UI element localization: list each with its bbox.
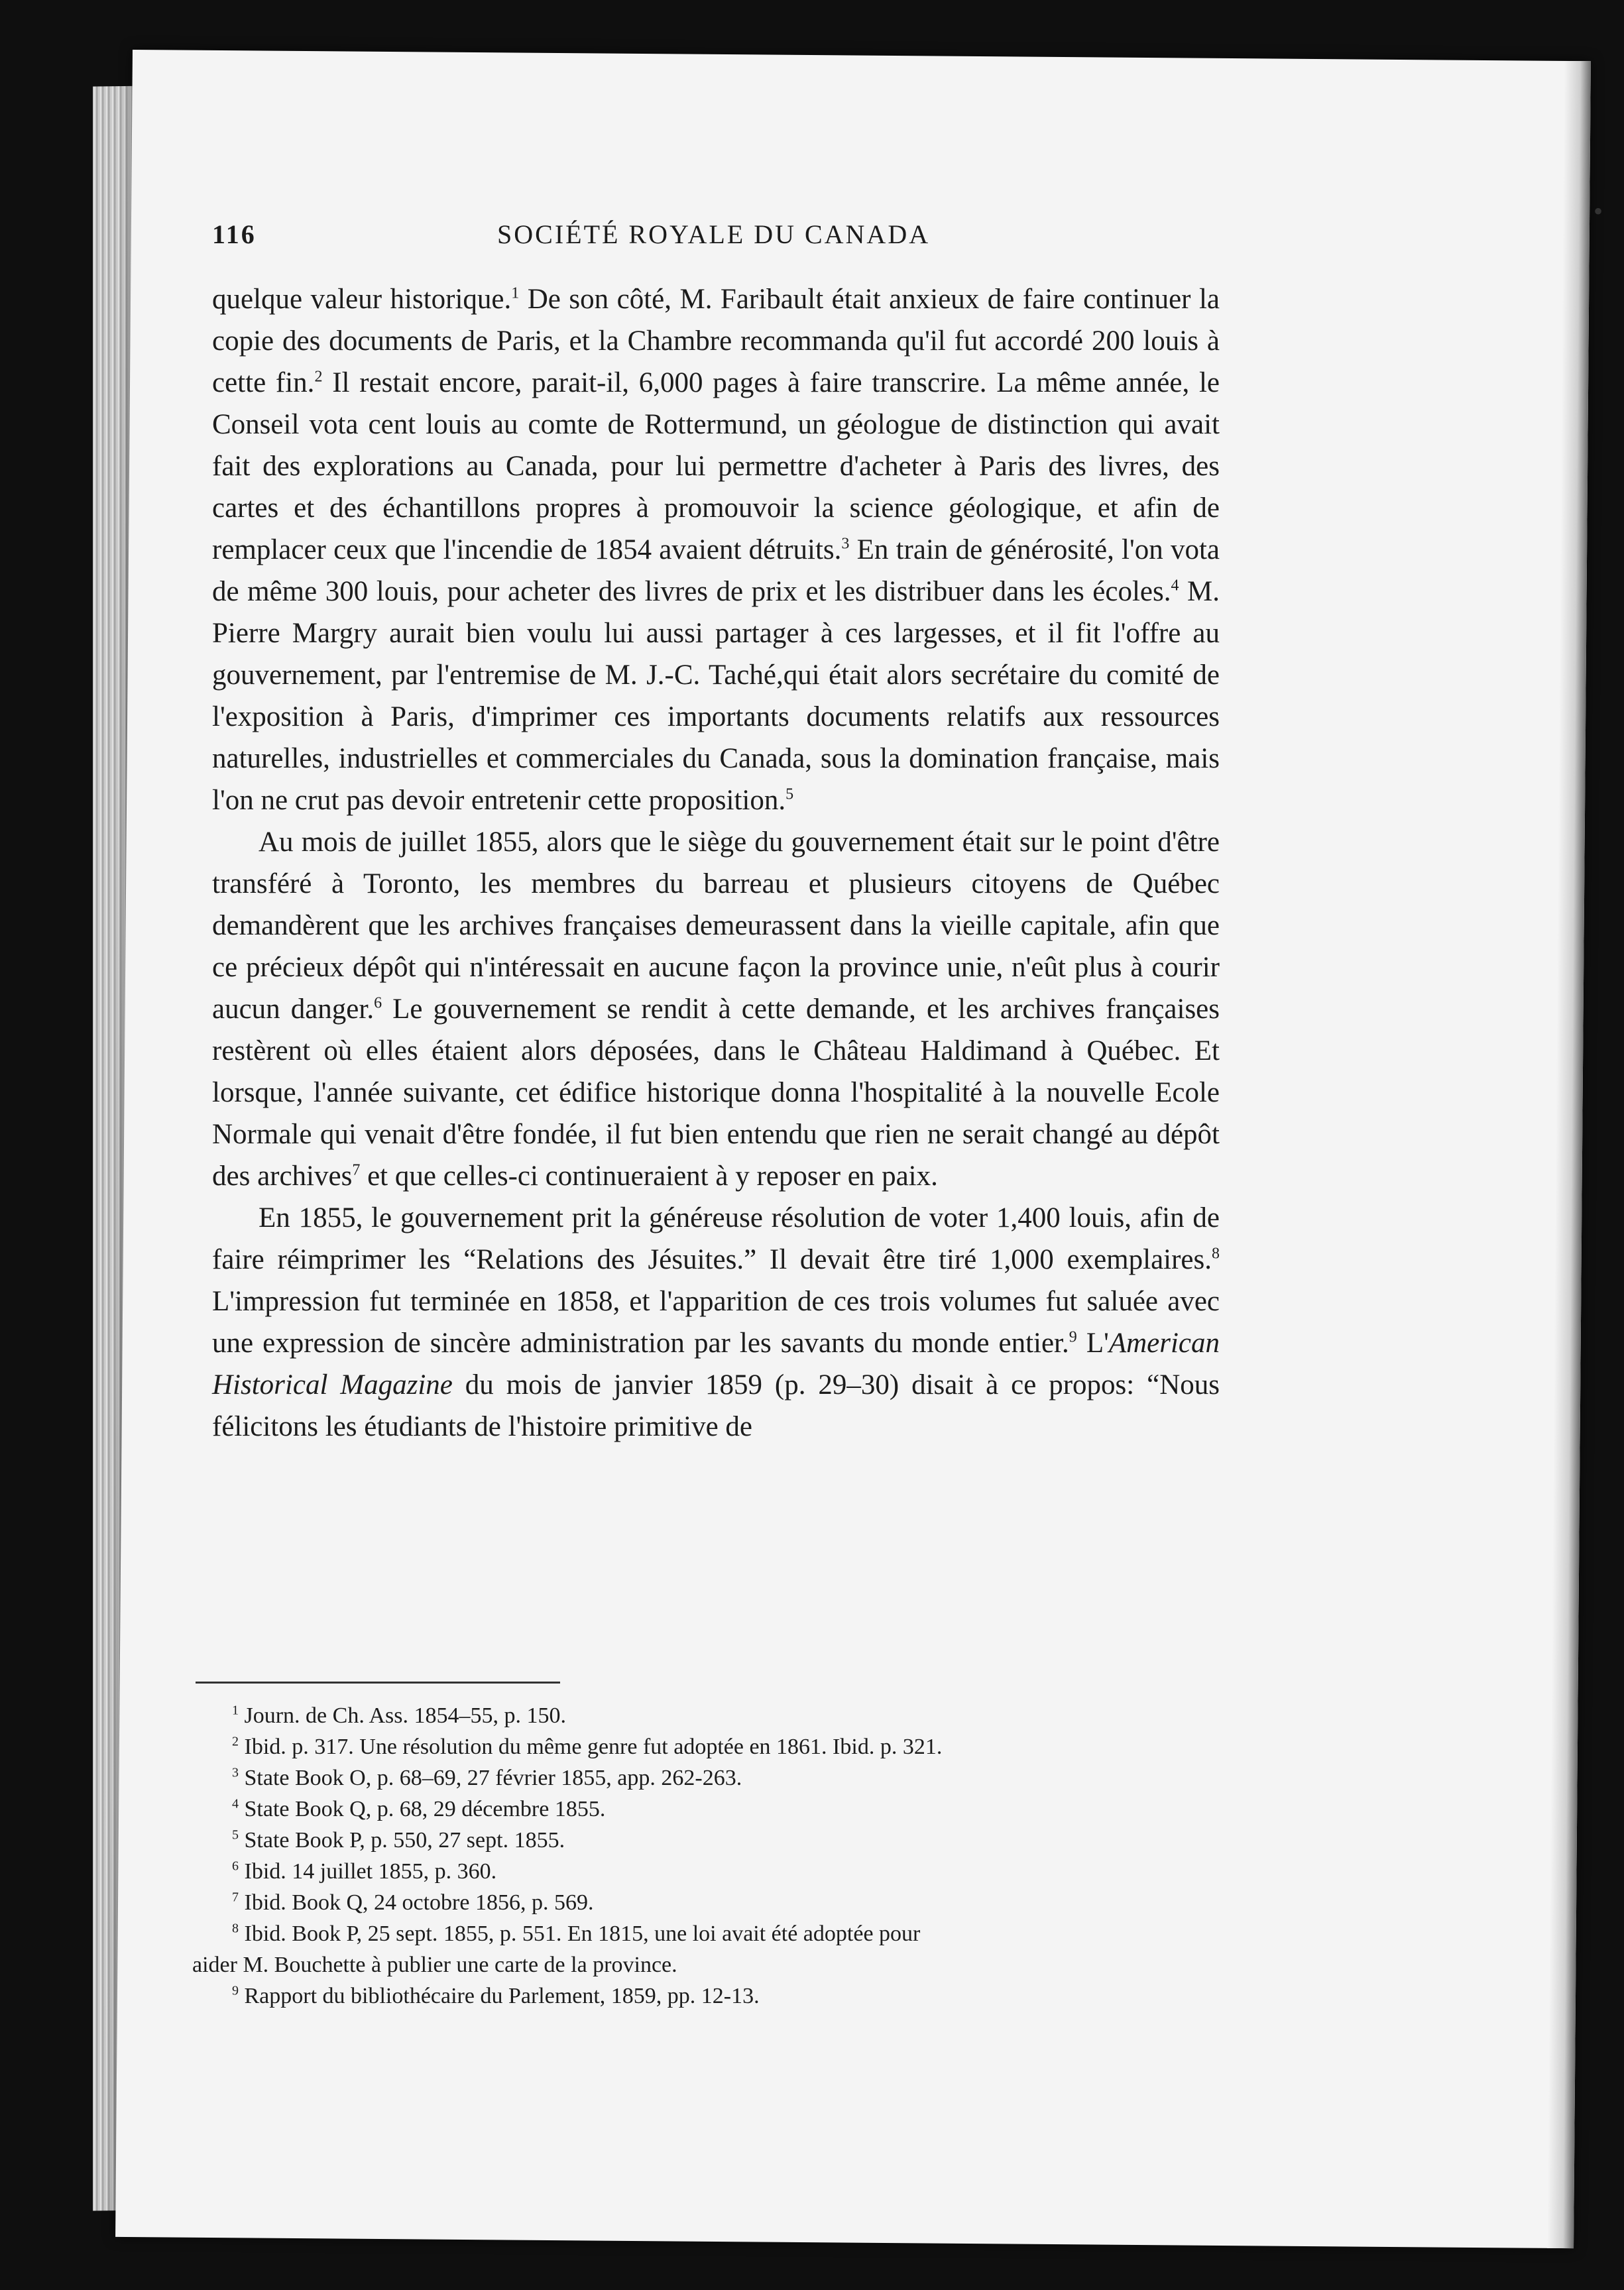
- running-title: SOCIÉTÉ ROYALE DU CANADA: [497, 219, 931, 249]
- text-run: L': [1076, 1328, 1109, 1359]
- text-run: En train de générosité, l'on vota de même 300 louis, pour acheter des livres de prix et les distribuer dans les écoles.: [212, 534, 1220, 607]
- footnotes: [192, 1700, 1226, 2012]
- footnote: [192, 1700, 1226, 1731]
- footnote-text: State Book O, p. 68–69, 27 février 1855, app. 262-263.: [244, 1766, 742, 1790]
- footnote-text: State Book Q, p. 68, 29 décembre 1855.: [244, 1797, 606, 1821]
- footnote: [192, 1856, 1226, 1887]
- footnote: [192, 1731, 1226, 1762]
- footnote-ref: 6: [374, 994, 382, 1012]
- paragraph: [212, 278, 1220, 821]
- footnote-text: Ibid. Book P, 25 sept. 1855, p. 551. En 1815, une loi avait été adoptée pour: [244, 1921, 921, 1946]
- footnote: [192, 1762, 1226, 1794]
- footnote: [192, 1887, 1226, 1918]
- body-text: [212, 278, 1220, 1448]
- footnote-number: 9: [232, 1983, 239, 1998]
- text-run: Le gouvernement se rendit à cette demande, et les archives françaises restèrent où elles étaient alors déposées, dans le Château Haldimand à Québec. Et lorsque, l'année suivante, cet édifice historique donna l'hospitalité à la nouvelle Ecole Normale qui venait d'être fondée, il fut bien entendu que rien ne serait changé au dépôt des archives: [212, 994, 1220, 1192]
- footnote-number: 6: [232, 1859, 239, 1874]
- footnote-rule: [196, 1682, 560, 1684]
- footnote-number: 4: [232, 1796, 239, 1811]
- text-run: M. Pierre Margry aurait bien voulu lui aussi partager à ces largesses, et il fit l'offre au gouvernement, par l'entremise de M. J.-C. Taché,qui était alors secrétaire du comité de l'exposition à Paris, d'imprimer ces importants documents relatifs aux ressources naturelles, industrielles et commerciales du Canada, sous la domination française, mais l'on ne crut pas devoir entretenir cette proposition.: [212, 576, 1220, 816]
- text-run: En 1855, le gouvernement prit la généreuse résolution de voter 1,400 louis, afin de faire réimprimer les “Relations des Jésuites.” Il devait être tiré 1,000 exemplaires.: [212, 1202, 1220, 1275]
- footnote-ref: 7: [352, 1161, 361, 1179]
- footnote-ref: 4: [1171, 577, 1179, 595]
- footnote-number: 8: [232, 1921, 239, 1936]
- footnote: [192, 1980, 1226, 2012]
- running-head: [212, 219, 1160, 265]
- text-run: quelque valeur historique.: [212, 284, 512, 315]
- page-number: 116: [212, 219, 257, 249]
- footnote-ref: 1: [511, 284, 520, 302]
- footnote-ref: 9: [1069, 1328, 1077, 1346]
- text-run: Il restait encore, parait-il, 6,000 pages à faire transcrire. La même année, le Conseil vota cent louis au comte de Rottermund, un géologue de distinction qui avait fait des explorations au Canada, pour lui permettre d'acheter à Paris des livres, des cartes et des échantillons propres à promouvoir la science géologique, et afin de remplacer ceux que l'incendie de 1854 avaient détruits.: [212, 367, 1220, 565]
- footnote-number: 1: [232, 1703, 239, 1718]
- paragraph: [212, 821, 1220, 1197]
- page-right-edge: [1547, 61, 1591, 2248]
- text-run: et que celles-ci continueraient à y reposer en paix.: [360, 1161, 938, 1192]
- footnote-number: 7: [232, 1890, 239, 1905]
- footnote-text: aider M. Bouchette à publier une carte de la province.: [192, 1953, 677, 1977]
- footnote-text: State Book P, p. 550, 27 sept. 1855.: [244, 1828, 565, 1853]
- footnote-ref: 5: [785, 785, 794, 803]
- footnote-text: Ibid. Book Q, 24 octobre 1856, p. 569.: [244, 1890, 594, 1915]
- footnote-ref: 3: [841, 535, 850, 553]
- footnote-text: Journ. de Ch. Ass. 1854–55, p. 150.: [244, 1703, 566, 1728]
- footnote: [192, 1918, 1226, 1949]
- footnote-ref: 8: [1212, 1245, 1220, 1263]
- text-run: du mois de janvier 1859 (p. 29–30) disait à ce propos: “Nous félicitons les étudiants de l'histoire primitive de: [212, 1369, 1220, 1442]
- footnote-number: 2: [232, 1734, 239, 1749]
- footnote: [192, 1825, 1226, 1856]
- footnote-text: Ibid. p. 317. Une résolution du même genre fut adoptée en 1861. Ibid. p. 321.: [244, 1735, 943, 1759]
- footnote: [192, 1794, 1226, 1825]
- text-run: L'impression fut terminée en 1858, et l'apparition de ces trois volumes fut saluée avec une expression de sincère administration par les savants du monde entier.: [212, 1286, 1220, 1359]
- footnote-number: 3: [232, 1765, 239, 1780]
- italic-title: American Historical Magazine: [212, 1328, 1220, 1401]
- paragraph: [212, 1197, 1220, 1448]
- footnote-text: Rapport du bibliothécaire du Parlement, 1859, pp. 12-13.: [244, 1984, 760, 2008]
- text-run: De son côté, M. Faribault était anxieux de faire continuer la copie des documents de Paris, et la Chambre recommanda qu'il fut accordé 200 louis à cette fin.: [212, 284, 1220, 398]
- footnote: [192, 1949, 1226, 1980]
- scan-mark: •: [1594, 196, 1603, 226]
- text-run: Au mois de juillet 1855, alors que le siège du gouvernement était sur le point d'être transféré à Toronto, les membres du barreau et plusieurs citoyens de Québec demandèrent que les archives françaises demeurassent dans la vieille capitale, afin que ce précieux dépôt qui n'intéressait en aucune façon la province unie, n'eût plus à courir aucun danger.: [212, 827, 1220, 1025]
- footnote-number: 5: [232, 1827, 239, 1843]
- footnote-text: Ibid. 14 juillet 1855, p. 360.: [244, 1859, 497, 1884]
- footnote-ref: 2: [314, 368, 323, 386]
